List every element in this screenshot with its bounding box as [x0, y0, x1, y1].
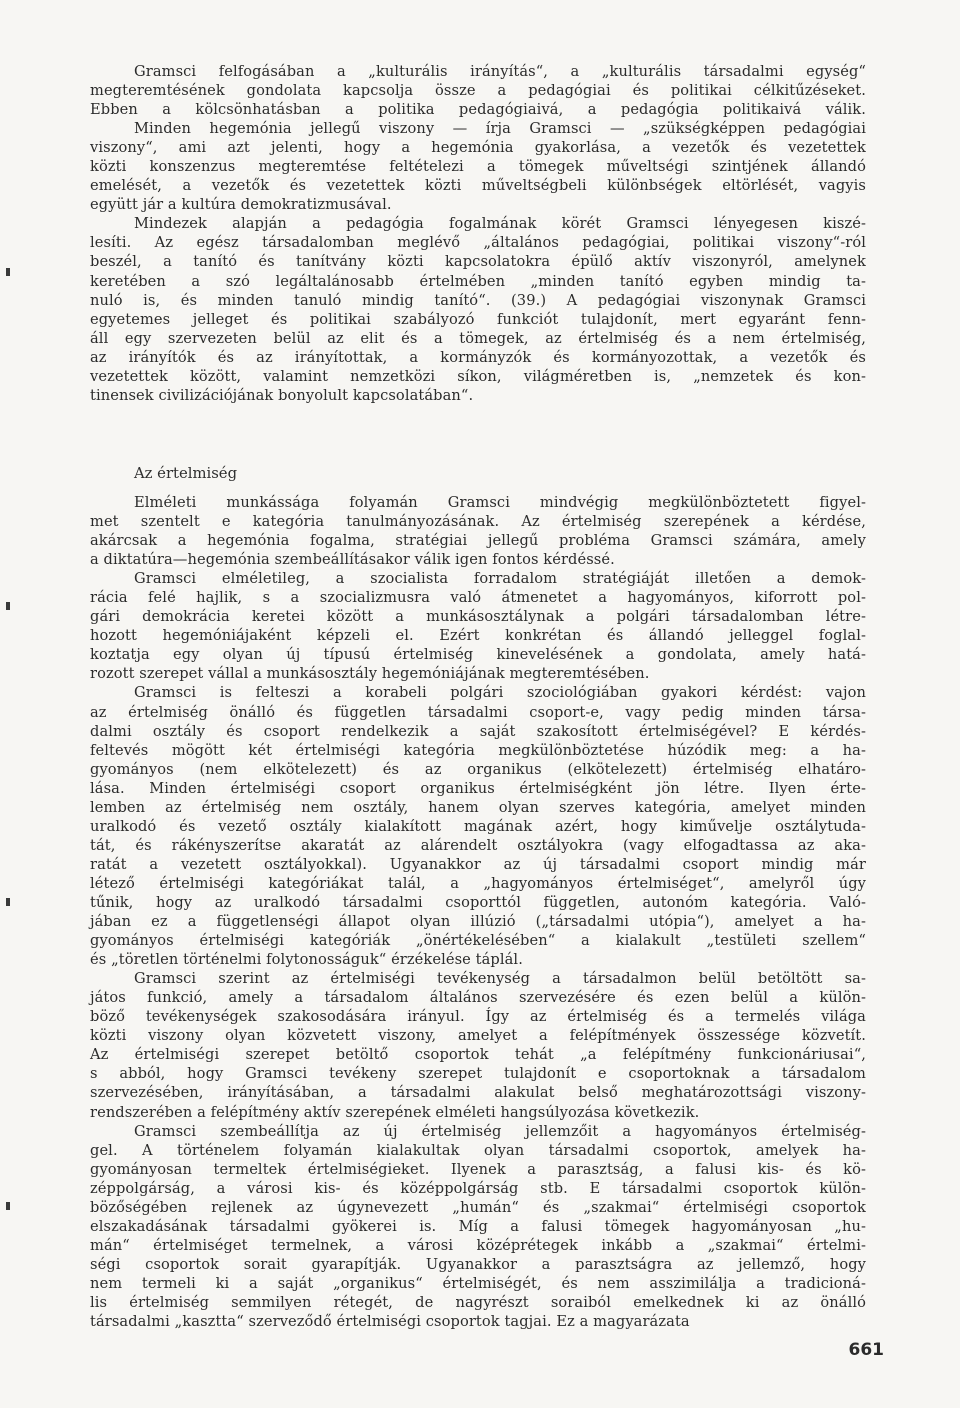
- text-line: Gramsci szembeállítja az új értelmiség jellemzőit a hagyományos értelmiség-: [134, 1122, 866, 1140]
- text-line: zéppolgárság, a városi kis- és középpolgárság stb. E társadalmi csoportok külön-: [90, 1179, 866, 1197]
- text-line: vezetettek között, valamint nemzetközi síkon, világméretben is, „nemzetek és kon-: [90, 367, 866, 385]
- text-line: jában ez a függetlenségi állapot olyan illúzió („társadalmi utópia“), amelyet a ha-: [90, 913, 866, 931]
- text-line: rácia felé hajlik, s a szocializmusra való átmenetet a hagyományos, kiforrott pol-: [90, 589, 866, 607]
- text-line: tinensek civilizációjának bonyolult kapcsolatában“.: [90, 386, 474, 404]
- text-line: Minden hegemónia jellegű viszony — írja Gramsci — „szükségképpen pedagógiai: [134, 120, 866, 138]
- text-line: ratát a vezetett osztályokkal). Ugyanakkor az új társadalmi csoport mindig már: [90, 855, 866, 873]
- text-line: gyományos értelmiségi kategóriák „önértékelésében“ a kialakult „testületi szellem“: [90, 932, 866, 950]
- text-line: nuló is, és minden tanuló mindig tanító“. (39.) A pedagógiai viszonynak Gramsci: [90, 291, 866, 309]
- text-line: koztatja egy olyan új típusú értelmiség kinevelésének a gondolata, amely hatá-: [90, 646, 866, 664]
- section-heading: Az értelmiség: [134, 465, 238, 482]
- text-line: rendszerében a felépítmény aktív szerepének elméleti hangsúlyozása következik.: [90, 1103, 700, 1121]
- text-line: hozott hegemóniájaként képzeli el. Ezért konkrétan és állandó jelleggel foglal-: [90, 627, 866, 645]
- text-line: áll egy szervezeten belül az elit és a tömegek, az értelmiség és a nem értelmiség,: [90, 329, 866, 347]
- text-line: akárcsak a hegemónia fogalma, stratégiai jellegű probléma Gramsci számára, amely: [90, 532, 866, 550]
- text-line: tűnik, hogy az uralkodó társadalmi csoporttól független, autonóm kategória. Való-: [90, 893, 866, 911]
- text-line: és „töretlen történelmi folytonosságuk“ érzékelése táplál.: [90, 951, 523, 969]
- text-line: az irányítók és az irányítottak, a kormányzók és kormányozottak, a vezetők és: [90, 348, 866, 366]
- text-line: közti viszony olyan közvetett viszony, amelyet a felépítmények összessége közvetít.: [90, 1027, 866, 1045]
- text-block-intro: [90, 62, 866, 405]
- text-line: lesíti. Az egész társadalomban meglévő „általános pedagógiai, politikai viszony“-ról: [90, 234, 866, 252]
- text-line: mán“ értelmiséget termelnek, a városi középrétegek inkább a „szakmai“ értelmi-: [90, 1236, 866, 1254]
- text-line: bözőségében rejlenek az úgynevezett „humán“ és „szakmai“ értelmiségi csoportok: [90, 1198, 866, 1216]
- text-line: dalmi osztály és csoport rendelkezik a saját szakosított értelmiségével? E kérdés-: [90, 722, 866, 740]
- text-line: tát, és rákényszerítse akaratát az alárendelt osztályokra (vagy elfogadtassa az aka-: [90, 836, 866, 854]
- text-line: ségi csoportok sorait gyarapítják. Ugyanakkor a parasztságra az jellemző, hogy: [90, 1255, 866, 1273]
- text-line: s abból, hogy Gramsci tevékeny szerepet tulajdonít e csoportoknak a társadalom: [90, 1065, 866, 1083]
- text-line: uralkodó és vezető osztály kialakított magának azért, hogy kiművelje osztálytuda-: [90, 817, 866, 835]
- text-block-intellectuals: [90, 493, 866, 1331]
- text-line: Gramsci elméletileg, a szocialista forradalom stratégiáját illetően a demok-: [134, 570, 866, 588]
- text-line: Elméleti munkássága folyamán Gramsci mindvégig megkülönböztetett figyel-: [134, 494, 866, 511]
- margin-mark: [6, 1202, 10, 1210]
- margin-mark: [6, 268, 10, 276]
- text-line: beszél, a tanító és tanítvány közti kapcsolatokra épülő aktív viszonyról, amelynek: [90, 253, 866, 271]
- text-line: met szentelt e kategória tanulmányozásának. Az értelmiség szerepének a kérdése,: [90, 513, 866, 531]
- text-line: lása. Minden értelmiségi csoport organikus értelmiségként jön létre. Ilyen érte-: [90, 779, 866, 797]
- text-line: gel. A történelem folyamán kialakultak olyan társadalmi csoportok, amelyek ha-: [90, 1141, 866, 1159]
- text-line: keretében a szó legáltalánosabb értelmében „minden tanító egyben mindig ta-: [90, 272, 866, 290]
- text-line: Gramsci felfogásában a „kulturális irányítás“, a „kulturális társadalmi egység“: [134, 63, 866, 80]
- text-line: feltevés mögött két értelmiségi kategória megkülönböztetése húzódik meg: a ha-: [90, 741, 866, 759]
- text-line: Mindezek alapján a pedagógia fogalmának körét Gramsci lényegesen kiszé-: [134, 215, 866, 233]
- text-line: viszony“, ami azt jelenti, hogy a hegemónia gyakorlása, a vezetők és vezetettek: [90, 139, 866, 157]
- margin-mark: [6, 898, 10, 906]
- text-line: elszakadásának társadalmi gyökerei is. Míg a falusi tömegek hagyományosan „hu-: [90, 1217, 866, 1235]
- text-line: gyományosan termeltek értelmiségieket. Ilyenek a parasztság, a falusi kis- és kö-: [90, 1160, 866, 1178]
- text-line: gári demokrácia keretei között a munkásosztálynak a polgári társadalomban létre-: [90, 608, 866, 626]
- text-line: emelését, a vezetők és vezetettek közti műveltségbeli különbségek eltörlését, vagyis: [90, 177, 866, 195]
- text-line: gyományos (nem elkötelezett) és az organikus (elkötelezett) értelmiség elhatáro-: [90, 760, 866, 778]
- margin-mark: [6, 602, 10, 610]
- text-line: játos funkció, amely a társadalom általános szervezésére és ezen belül a külön-: [90, 989, 866, 1007]
- text-line: Gramsci is felteszi a korabeli polgári szociológiában gyakori kérdést: vajon: [134, 684, 866, 702]
- text-line: közti konszenzus megteremtése feltételezi a tömegek műveltségi szintjének állandó: [90, 158, 866, 176]
- text-line: lis értelmiség semmilyen rétegét, de nagyrészt soraiból emelkednek ki az önálló: [90, 1293, 866, 1311]
- text-line: Ebben a kölcsönhatásban a politika pedagógiaivá, a pedagógia politikaivá válik.: [90, 101, 866, 119]
- text-line: szervezésében, irányításában, a társadalmi alakulat belső meghatározottsági viszony-: [90, 1084, 866, 1102]
- text-line: rozott szerepet vállal a munkásosztály hegemóniájának megteremtésében.: [90, 665, 650, 683]
- text-line: Az értelmiségi szerepet betöltő csoportok tehát „a felépítmény funkcionáriusai“,: [90, 1046, 866, 1064]
- text-line: létező értelmiségi kategóriákat talál, a „hagyományos értelmiséget“, amelyről úgy: [90, 874, 866, 892]
- page-number: 661: [848, 1340, 884, 1360]
- text-line: együtt jár a kultúra demokratizmusával.: [90, 196, 392, 214]
- text-line: nem termeli ki a saját „organikus“ értelmiségét, és nem asszimilálja a tradicioná-: [90, 1274, 866, 1292]
- text-line: Gramsci szerint az értelmiségi tevékenység a társadalmon belül betöltött sa-: [134, 970, 866, 988]
- text-line: az értelmiség önálló és független társadalmi csoport-e, vagy pedig minden társa-: [90, 703, 866, 721]
- text-line: megteremtésének gondolata kapcsolja össze a pedagógiai és politikai célkitűzéseket.: [90, 82, 866, 100]
- text-line: egyetemes jelleget és politikai szabályozó funkciót tulajdonít, mert egyaránt fenn-: [90, 310, 866, 328]
- text-line: társadalmi „kasztta“ szerveződő értelmiségi csoportok tagjai. Ez a magyarázata: [90, 1313, 690, 1331]
- text-line: a diktatúra—hegemónia szembeállításakor válik igen fontos kérdéssé.: [90, 551, 615, 569]
- text-line: böző tevékenységek szakosodására irányul. Így az értelmiség és a termelés világa: [90, 1008, 866, 1026]
- text-line: lemben az értelmiség nem osztály, hanem olyan szerves kategória, amelyet minden: [90, 798, 866, 816]
